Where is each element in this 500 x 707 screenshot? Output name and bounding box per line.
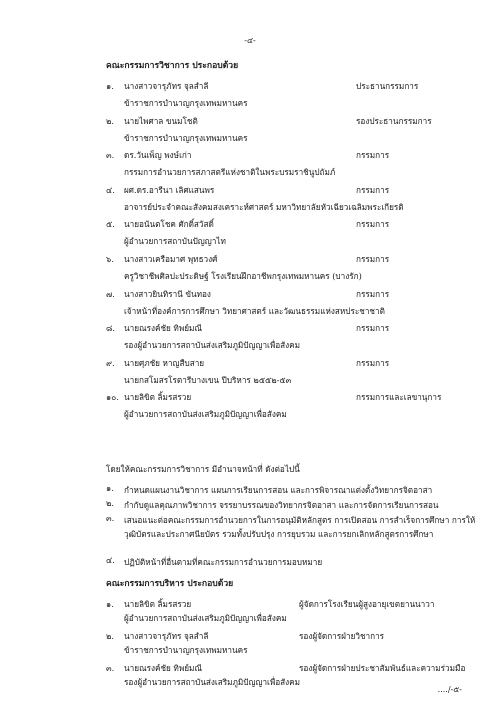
member-role: กรรมการ xyxy=(356,323,390,334)
member-name: นายลิขิต ลิ้มรสรวย xyxy=(124,599,192,609)
member-role: ประธานกรรมการ xyxy=(356,81,419,91)
member-number: ๔. xyxy=(106,184,115,195)
member-role: กรรมการ xyxy=(356,357,390,368)
member-row xyxy=(106,359,466,370)
member-position: อาจารย์ประจำคณะสังคมสงเคราะห์ศาสตร์ มหาวิทยาลัยหัวเฉียวเฉลิมพระเกียรติ xyxy=(124,201,404,212)
member-row xyxy=(106,324,466,335)
duties-intro: โดยให้คณะกรรมการวิชาการ มีอำนาจหน้าที่ ดังต่อไปนี้ xyxy=(106,464,300,474)
member-role: กรรมการ xyxy=(356,288,390,299)
duty-text: ปฏิบัติหน้าที่อื่นตามที่คณะกรรมการอำนวยการมอบหมาย xyxy=(124,557,323,567)
admin-member-row xyxy=(106,664,466,675)
admin-member-row xyxy=(106,632,466,643)
member-role: กรรมการ xyxy=(356,150,390,161)
member-name: ดร.วันเพ็ญ พงษ์เก่า xyxy=(124,150,192,161)
admin-committee-heading: คณะกรรมการบริหาร ประกอบด้วย xyxy=(106,579,234,589)
member-name: นางสาวจารุภัทร จุลสำลี xyxy=(124,81,209,91)
member-role: รองประธานกรรมการ xyxy=(356,115,432,126)
member-position: กรรมการอำนวยการสภาสตรีแห่งชาติในพระบรมราชินูปถัมภ์ xyxy=(124,167,336,178)
member-position: ข้าราชการบำนาญกรุงเทพมหานคร xyxy=(124,645,248,655)
member-number: ๑. xyxy=(106,81,114,91)
member-row xyxy=(106,151,466,162)
member-role: ผู้จัดการโรงเรียนผู้สูงอายุเขตยานนาวา xyxy=(299,599,435,609)
member-number: ๒. xyxy=(106,631,114,641)
member-position: เจ้าหน้าที่องค์การการศึกษา วิทยาศาสตร์ และวัฒนธรรมแห่งสหประชาชาติ xyxy=(124,305,385,316)
member-row xyxy=(106,393,466,404)
member-position: ผู้อำนวยการสถาบันส่งเสริมภูมิปัญญาเพื่อสังคม xyxy=(124,409,287,420)
member-position: ครูวิชาชีพศิลปะประดิษฐ์ โรงเรียนฝึกอาชีพกรุงเทพมหานคร (บางรัก) xyxy=(124,271,362,281)
duty-number: ๓. xyxy=(106,513,115,523)
member-position: ผู้อำนวยการสถาบันส่งเสริมภูมิปัญญาเพื่อสังคม xyxy=(124,613,287,623)
duty-text: เสนอแนะต่อคณะกรรมการอำนวยการในการอนุมัติหลักสูตร การเปิดสอน การสำเร็จการศึกษา การให้วุฒิบัตรและประกาศนียบัตร รวมทั้งปรับปรุง การยุบรวม และการยกเลิกหลักสูตรการศึกษา xyxy=(124,515,476,539)
duty-number: ๒. xyxy=(106,498,114,508)
member-role: กรรมการ xyxy=(356,219,390,230)
member-number: ๑๐. xyxy=(106,392,119,403)
member-row xyxy=(106,220,466,231)
member-name: นายไพศาล ขนมโชติ xyxy=(124,115,198,126)
member-position: นายกสโมสรโรตารีบางเขน ปีบริหาร ๒๕๕๒-๕๓ xyxy=(124,374,292,385)
member-number: ๓. xyxy=(106,663,115,673)
member-row xyxy=(106,290,466,301)
member-role: กรรมการ xyxy=(356,254,390,264)
page-number: -๔- xyxy=(244,36,256,45)
member-row xyxy=(106,117,466,128)
member-role: กรรมการและเลขานุการ xyxy=(356,392,442,403)
member-position: รองผู้อำนวยการสถาบันส่งเสริมภูมิปัญญาเพื่อสังคม xyxy=(124,340,301,351)
duty-number: ๑. xyxy=(106,483,114,493)
duty-text: กำหนดแผนงานวิชาการ แผนการเรียนการสอน และการพิจารณาแต่งตั้งวิทยากรจิตอาสา xyxy=(124,485,433,495)
member-position: ผู้อำนวยการสถาบันปัญญาไท xyxy=(124,236,226,247)
member-name: นายศุภชัย หาญสืบสาย xyxy=(124,357,205,368)
member-role: รองผู้จัดการฝ่ายวิชาการ xyxy=(299,631,385,641)
member-role: กรรมการ xyxy=(356,184,390,195)
member-number: ๖. xyxy=(106,254,114,264)
member-name: ผศ.ดร.อารีนา เลิศแสนพร xyxy=(124,184,215,195)
member-number: ๒. xyxy=(106,115,114,126)
member-name: นางสาวจารุภัทร จุลสำลี xyxy=(124,631,209,641)
duty-text: กำกับดูแลคุณภาพวิชาการ จรรยาบรรณของวิทยากรจิตอาสา และการจัดการเรียนการสอน xyxy=(124,500,439,510)
member-row xyxy=(106,255,466,266)
member-position: ข้าราชการบำนาญกรุงเทพมหานคร xyxy=(124,132,248,143)
member-name: นางสาวยินทิรานี ขันทอง xyxy=(124,288,211,299)
member-position: รองผู้อำนวยการสถาบันส่งเสริมภูมิปัญญาเพื่อสังคม xyxy=(124,677,301,687)
member-role: รองผู้จัดการฝ่ายประชาสัมพันธ์และความร่วมมือ xyxy=(299,663,466,673)
member-number: ๓. xyxy=(106,150,115,161)
member-number: ๗. xyxy=(106,288,115,299)
academic-committee-heading: คณะกรรมการวิชาการ ประกอบด้วย xyxy=(106,61,239,71)
member-number: ๘. xyxy=(106,323,115,334)
member-number: ๙. xyxy=(106,357,115,368)
member-position: ข้าราชการบำนาญกรุงเทพมหานคร xyxy=(124,98,248,108)
member-number: ๕. xyxy=(106,219,115,230)
member-name: นายณรงค์ชัย ทิพย์มณี xyxy=(124,663,203,673)
member-row xyxy=(106,82,466,93)
duty-number: ๔. xyxy=(106,555,115,565)
member-name: นายอนันตโชค ศักดิ์สวัสดิ์ xyxy=(124,219,214,230)
member-name: นายณรงค์ชัย ทิพย์มณี xyxy=(124,323,203,334)
member-row xyxy=(106,186,466,197)
admin-member-row xyxy=(106,600,466,611)
member-name: นางสาวเครือมาศ พุทธวงศ์ xyxy=(124,254,218,264)
member-number: ๑. xyxy=(106,599,114,609)
continuation-marker: ..../-๕- xyxy=(437,685,462,694)
member-name: นายลิขิต ลิ้มรสรวย xyxy=(124,392,192,403)
